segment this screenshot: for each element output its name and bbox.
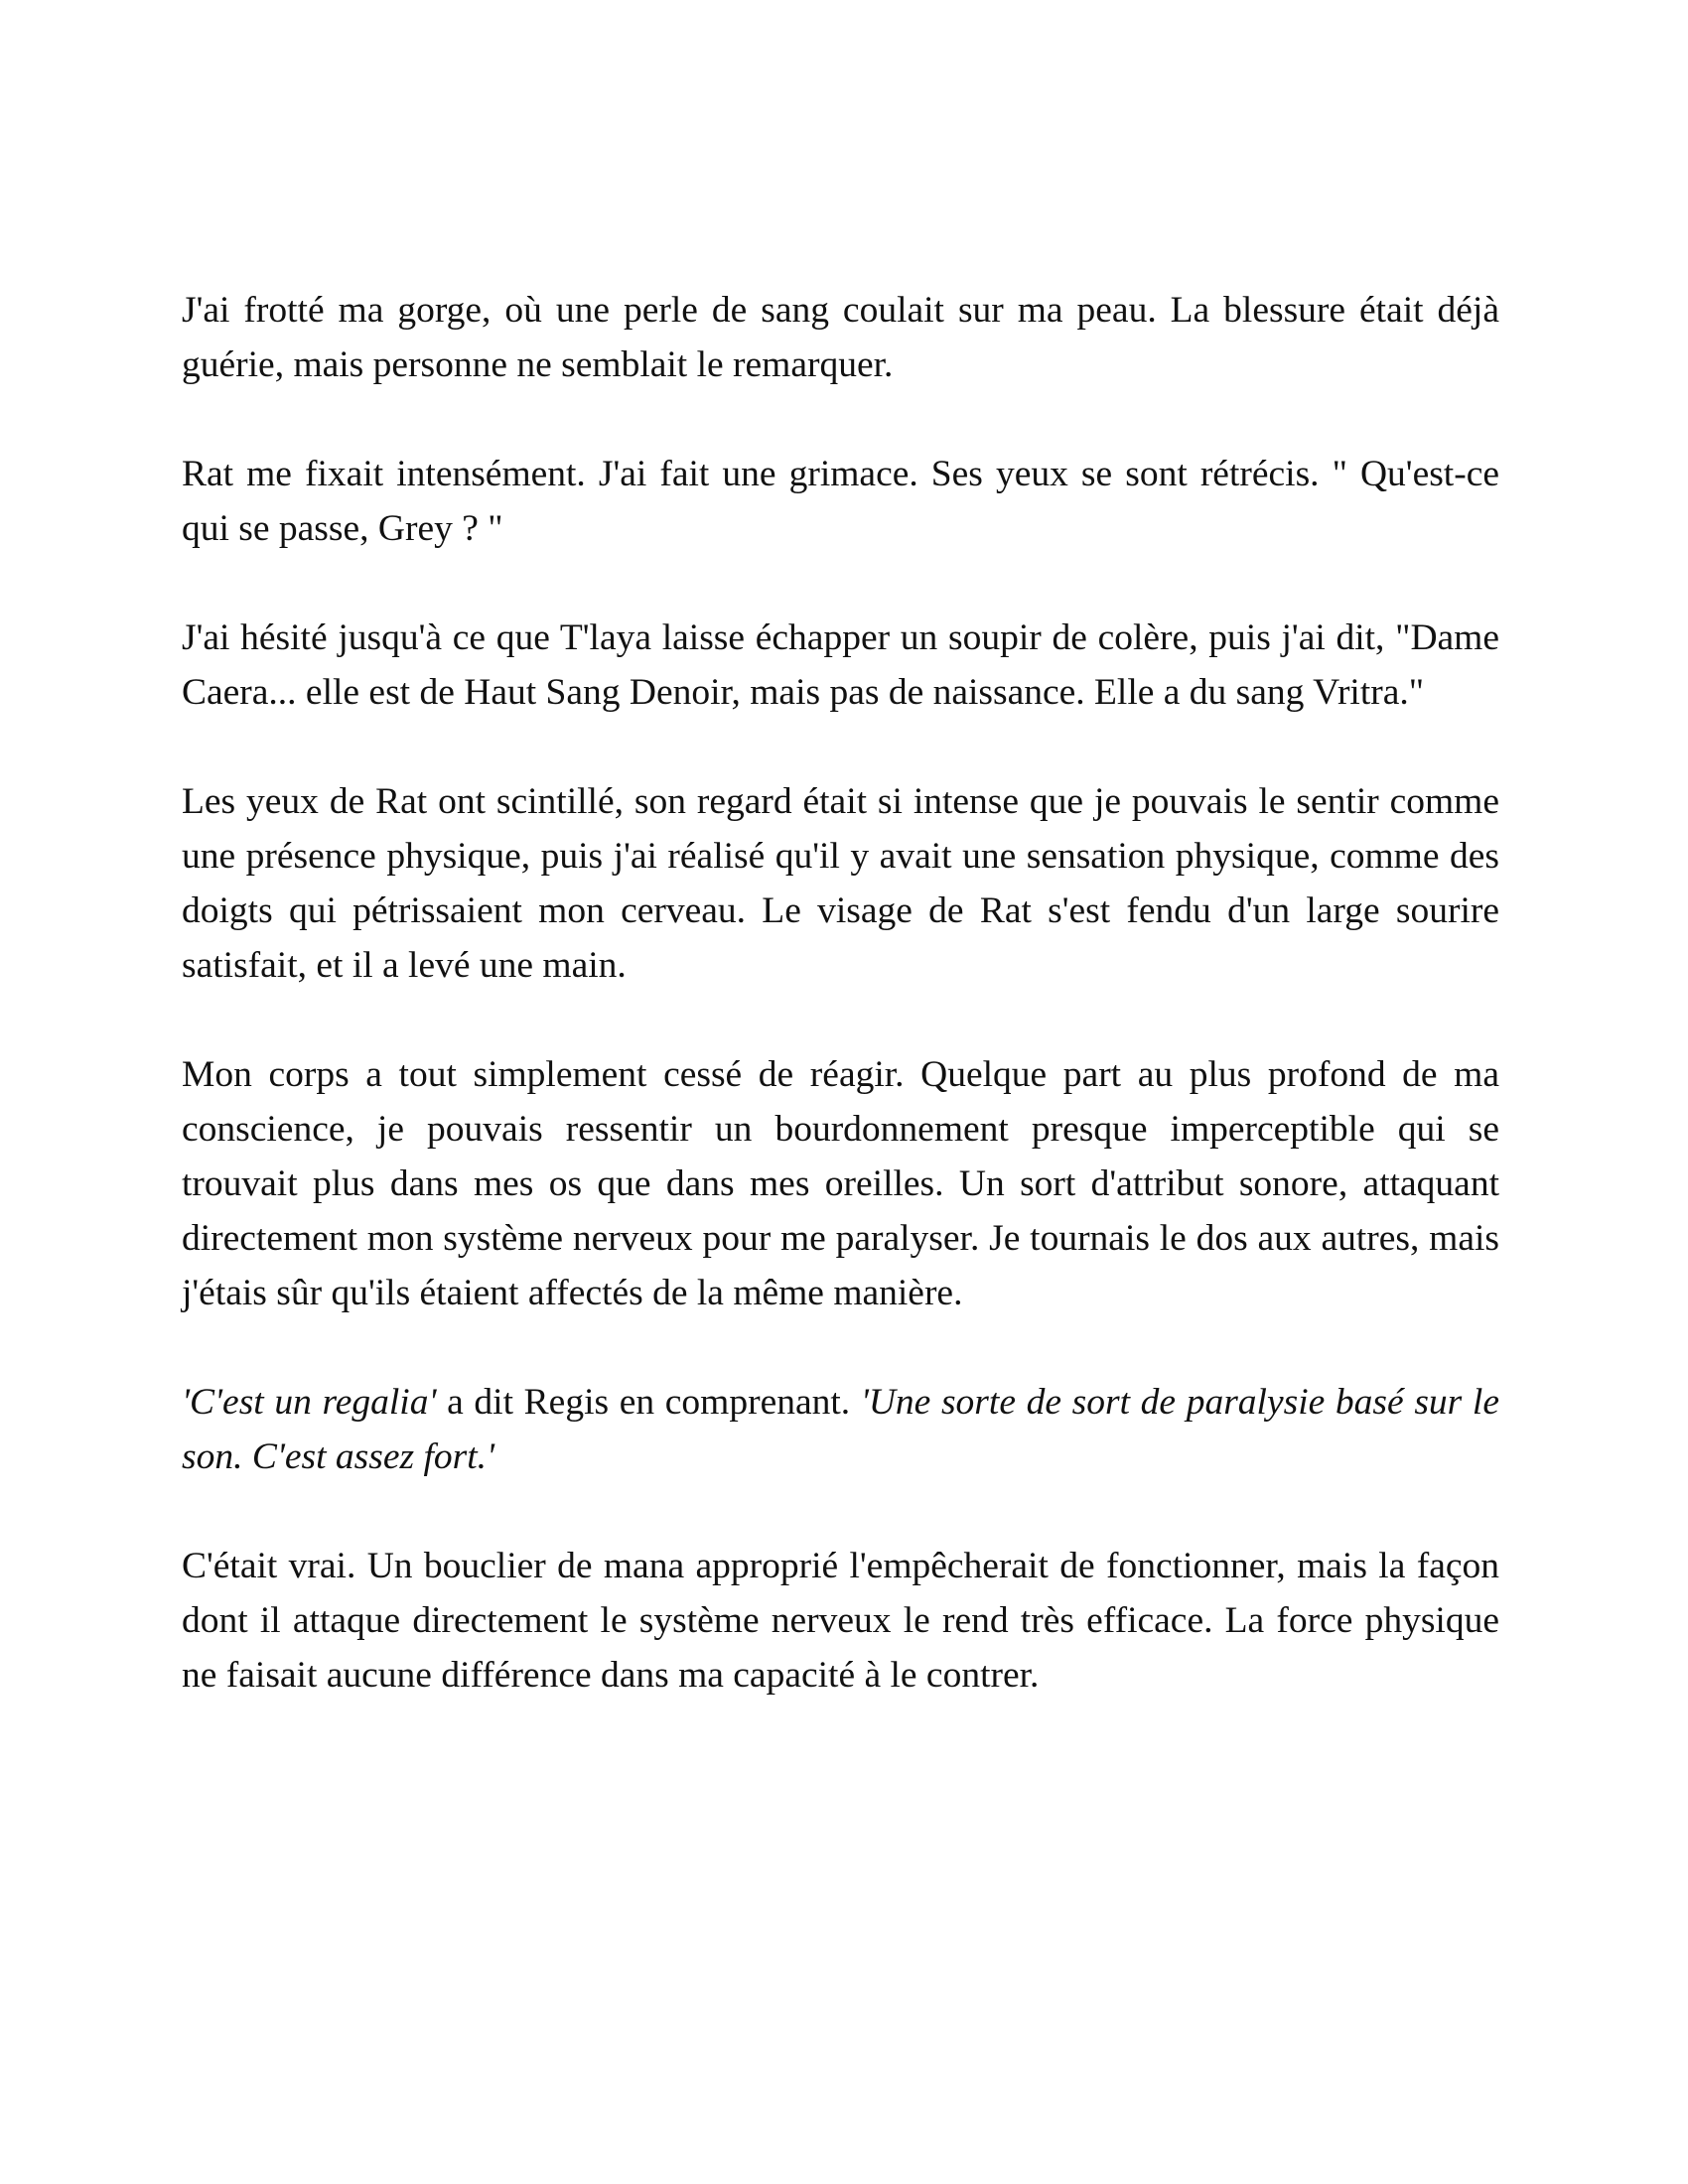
paragraph-text: Rat me fixait intensément. J'ai fait une grimace. Ses yeux se sont rétrécis. " Qu'est-ce qui se passe, Grey ? " xyxy=(182,454,1499,549)
paragraph-2 xyxy=(182,447,1499,556)
paragraph-4 xyxy=(182,774,1499,993)
paragraph-6 xyxy=(182,1375,1499,1484)
paragraph-1 xyxy=(182,283,1499,392)
paragraph-text: a dit Regis en comprenant. xyxy=(436,1382,861,1423)
paragraph-text: Les yeux de Rat ont scintillé, son regard était si intense que je pouvais le sentir comme une présence physique, puis j'ai réalisé qu'il y avait une sensation physique, comme des doigts qui pétrissaient mon cerveau. Le visage de Rat s'est fendu d'un large sourire satisfait, et il a levé une main. xyxy=(182,781,1499,986)
paragraph-text: Mon corps a tout simplement cessé de réagir. Quelque part au plus profond de ma conscience, je pouvais ressentir un bourdonnement presque imperceptible qui se trouvait plus dans mes os que dans mes oreilles. Un sort d'attribut sonore, attaquant directement mon système nerveux pour me paralyser. Je tournais le dos aux autres, mais j'étais sûr qu'ils étaient affectés de la même manière. xyxy=(182,1054,1499,1313)
paragraph-7 xyxy=(182,1539,1499,1703)
paragraph-5 xyxy=(182,1047,1499,1320)
paragraph-3 xyxy=(182,611,1499,720)
paragraph-text: J'ai frotté ma gorge, où une perle de sang coulait sur ma peau. La blessure était déjà guérie, mais personne ne semblait le remarquer. xyxy=(182,290,1499,385)
document-page xyxy=(182,283,1499,1757)
italic-thought-text: 'Une sorte de sort de paralysie basé sur le son. C'est assez fort.' xyxy=(182,1382,1499,1477)
italic-thought-text: 'C'est un regalia' xyxy=(182,1382,437,1423)
paragraph-text: J'ai hésité jusqu'à ce que T'laya laisse échapper un soupir de colère, puis j'ai dit, "Dame Caera... elle est de Haut Sang Denoir, mais pas de naissance. Elle a du sang Vritra." xyxy=(182,617,1499,713)
paragraph-text: C'était vrai. Un bouclier de mana approprié l'empêcherait de fonctionner, mais la façon dont il attaque directement le système nerveux le rend très efficace. La force physique ne faisait aucune différence dans ma capacité à le contrer. xyxy=(182,1546,1499,1696)
